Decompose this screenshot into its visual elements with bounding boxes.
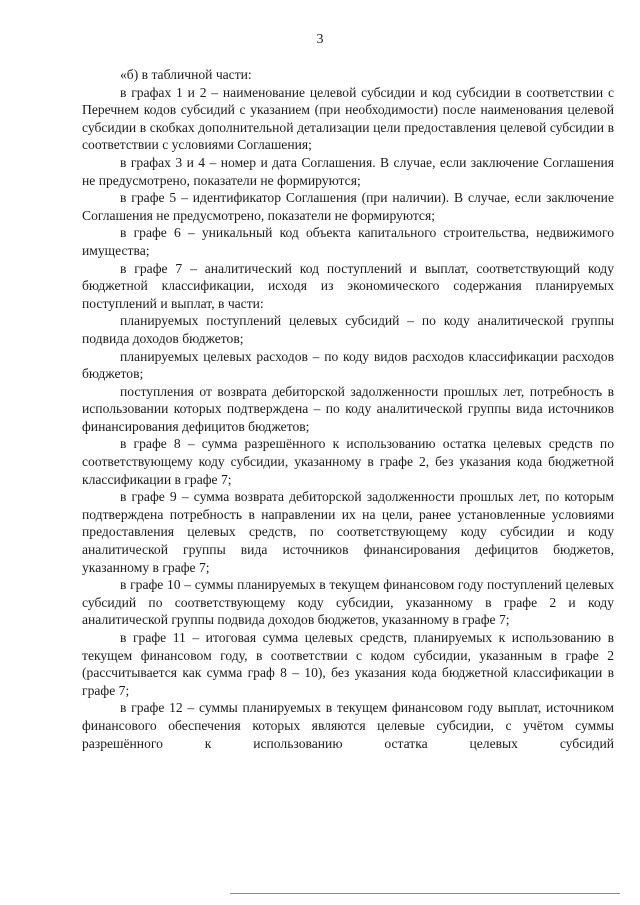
paragraph-receivables-return: поступления от возврата дебиторской задолженности прошлых лет, потребность в использовании которых подтверждена – по коду аналитической группы вида источников финансирования дефицитов бюджетов; — [82, 383, 614, 434]
footer-divider — [230, 893, 620, 894]
paragraph-columns-1-2: в графах 1 и 2 – наименование целевой субсидии и код субсидии в соответствии с Перечнем кодов субсидий с указанием (при необходимости) после наименования целевой субсидии в скобках дополнительной детализации цели предоставления целевой субсидии в соответствии с условиями Соглашения; — [82, 84, 614, 153]
paragraph-column-6: в графе 6 – уникальный код объекта капитального строительства, недвижимого имущества; — [82, 225, 614, 258]
paragraph-intro: «б) в табличной части: — [120, 67, 252, 82]
paragraph-subsidy-income: планируемых поступлений целевых субсидий – по коду аналитической группы подвида доходов бюджетов; — [82, 313, 614, 346]
document-body — [82, 66, 614, 752]
paragraph-column-5: в графе 5 – идентификатор Соглашения (при наличии). В случае, если заключение Соглашения не предусмотрено, показатели не формируются; — [82, 190, 614, 223]
paragraph-column-12: в графе 12 – суммы планируемых в текущем финансовом году выплат, источником финансового обеспечения которых являются целевые субсидии, с учётом суммы разрешённого к использованию остатка целевых субсидий — [82, 700, 614, 751]
paragraph-column-7: в графе 7 – аналитический код поступлений и выплат, соответствующий коду бюджетной классификации, исходя из экономического содержания планируемых поступлений и выплат, в части: — [82, 260, 614, 311]
paragraph-column-9: в графе 9 – сумма возврата дебиторской задолженности прошлых лет, по которым подтверждена потребность в направлении их на цели, ранее установленные условиями предоставления целевых средств, по соответствующему коду субсидии и коду аналитической группы вида источников финансирования дефицитов бюджетов, указанному в графе 7; — [82, 489, 614, 575]
paragraph-target-expenses: планируемых целевых расходов – по коду видов расходов классификации расходов бюджетов; — [82, 348, 614, 382]
page-number: 3 — [316, 32, 324, 47]
paragraph-column-11: в графе 11 – итоговая сумма целевых средств, планируемых к использованию в текущем финансовом году, в соответствии с кодом субсидии, указанным в графе 2 (рассчитывается как сумма граф 8 – 10), без указания кода бюджетной классификации в графе 7; — [82, 630, 614, 698]
paragraph-column-10: в графе 10 – суммы планируемых в текущем финансовом году поступлений целевых субсидий по соответствующему коду субсидии, указанному в графе 2 и коду аналитической группы подвида доходов бюджетов, указанному в графе 7; — [82, 577, 614, 628]
paragraph-columns-3-4: в графах 3 и 4 – номер и дата Соглашения. В случае, если заключение Соглашения не предусмотрено, показатели не формируются; — [82, 154, 614, 188]
paragraph-column-8: в графе 8 – сумма разрешённого к использованию остатка целевых средств по соответствующему коду субсидии, указанному в графе 2, без указания кода бюджетной классификации в графе 7; — [82, 436, 614, 487]
